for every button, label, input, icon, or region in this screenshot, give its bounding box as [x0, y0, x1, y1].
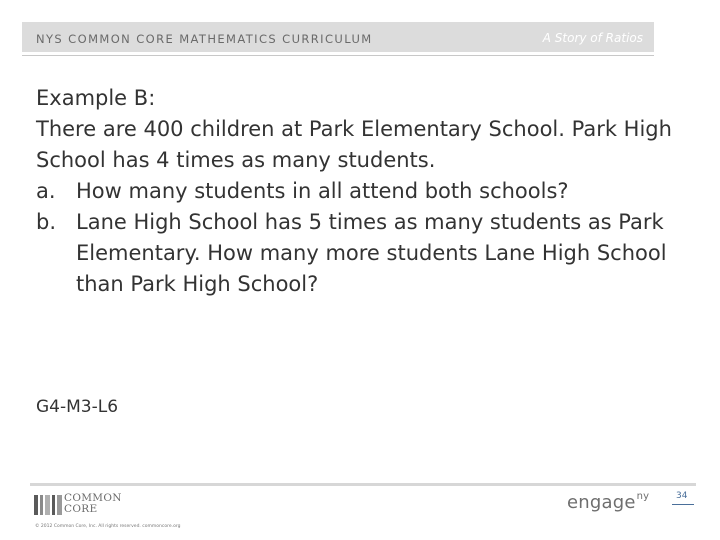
- common-core-logo-icon: [34, 495, 62, 515]
- header-divider: [22, 55, 654, 56]
- copyright-notice: © 2012 Common Core, Inc. All rights reserved. commoncore.org: [35, 524, 181, 529]
- logo-line-1: COMMON: [64, 492, 122, 504]
- logo-bar: [34, 495, 38, 515]
- logo-bar: [45, 495, 51, 515]
- engageny-logo: [567, 492, 649, 513]
- lesson-code: G4-M3-L6: [36, 397, 119, 417]
- engage-text: engage: [567, 492, 636, 513]
- logo-bar: [40, 495, 43, 515]
- example-problem: There are 400 children at Park Elementary School. Park High School has 4 times as many students.: [36, 117, 672, 172]
- footer-divider: [30, 483, 696, 486]
- logo-bar: [52, 495, 55, 515]
- question-a-marker: a.: [36, 179, 56, 203]
- engage-superscript: ny: [636, 491, 650, 502]
- logo-line-2: CORE: [64, 503, 98, 515]
- question-b-text: Lane High School has 5 times as many students as Park Elementary. How many more students Lane High School than Park High School?: [76, 210, 667, 296]
- page-number: 34: [676, 491, 688, 501]
- page-number-underline: [672, 504, 694, 505]
- question-a-text: How many students in all attend both schools?: [76, 179, 569, 203]
- common-core-logo-text: [64, 493, 122, 515]
- logo-bar: [57, 495, 62, 515]
- curriculum-title: NYS COMMON CORE MATHEMATICS CURRICULUM: [36, 32, 373, 46]
- example-content: [36, 83, 706, 300]
- question-b: [36, 207, 706, 300]
- example-title: Example B:: [36, 86, 156, 110]
- question-a: [36, 176, 706, 207]
- module-series-title: A Story of Ratios: [542, 31, 643, 45]
- question-b-marker: b.: [36, 210, 57, 234]
